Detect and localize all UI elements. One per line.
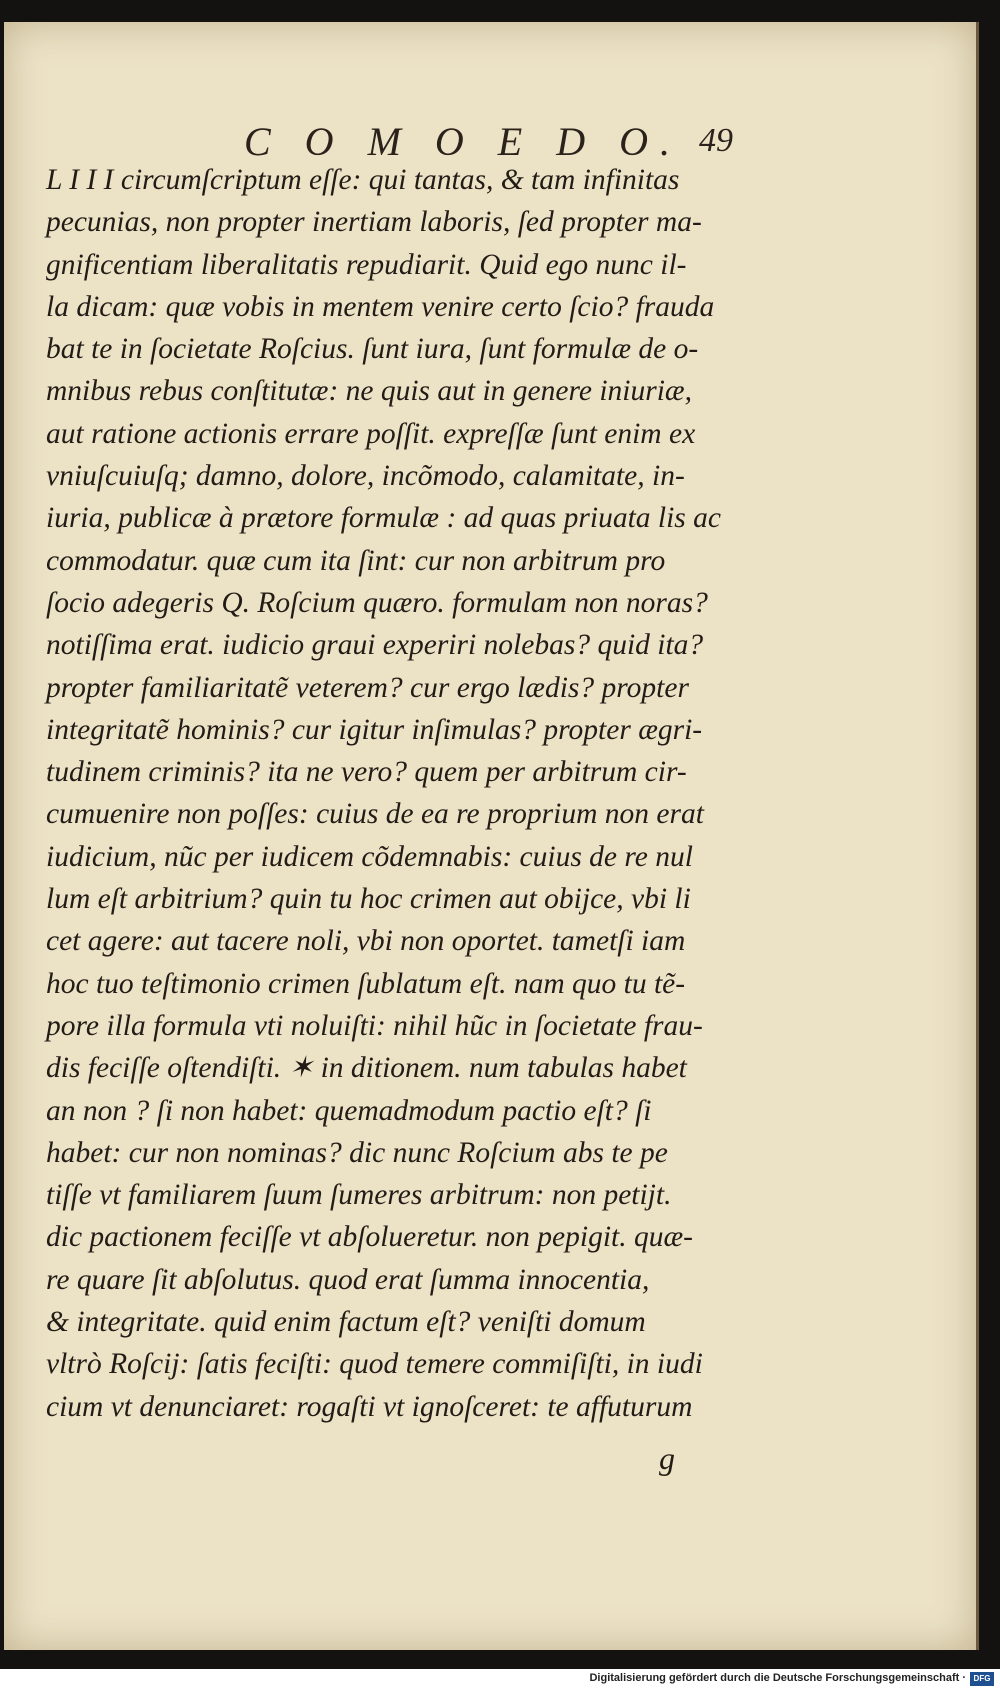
text-line: gnificentiam liberalitatis repudiarit. Quid ego nunc il- xyxy=(46,248,687,281)
text-line: re quare ſit abſolutus. quod erat ſumma innocentia, xyxy=(46,1263,650,1296)
digitization-credit: Digitalisierung gefördert durch die Deutsche Forschungsgemeinschaft · xyxy=(589,1672,966,1684)
text-line: iuria, publicæ à prætore formulæ : ad quas priuata lis ac xyxy=(46,502,721,535)
text-line: iudicium, nũc per iudicem cõdemnabis: cuius de re nul xyxy=(46,840,693,873)
text-line: cumuenire non poſſes: cuius de ea re proprium non erat xyxy=(46,798,704,831)
text-line: pore illa formula vti noluiſti: nihil hũc in ſocietate frau- xyxy=(46,1009,703,1042)
text-line: tiſſe vt familiarem ſuum ſumeres arbitrum: non petijt. xyxy=(46,1179,672,1212)
text-line: dis feciſſe oſtendiſti. ✶ in ditionem. num tabulas habet xyxy=(46,1052,687,1085)
text-line: vniuſcuiuſq; damno, dolore, incõmodo, calamitate, in- xyxy=(46,460,685,493)
text-line: lum eſt arbitrium? quin tu hoc crimen aut obijce, vbi li xyxy=(46,883,691,916)
text-line: cium vt denunciaret: rogaſti vt ignoſceret: te affuturum xyxy=(46,1390,693,1423)
text-line: an non ? ſi non habet: quemadmodum pactio eſt? ſi xyxy=(46,1094,652,1127)
text-line: ſocio adegeris Q. Roſcium quæro. formulam non noras? xyxy=(46,586,708,619)
text-line: cet agere: aut tacere noli, vbi non oportet. tametſi iam xyxy=(46,925,686,958)
text-line: pecunias, non propter inertiam laboris, ſed propter ma- xyxy=(46,206,702,239)
signature-mark: g xyxy=(659,1440,675,1476)
page-header xyxy=(4,100,976,164)
text-line: dic pactionem feciſſe vt abſolueretur. non pepigit. quæ- xyxy=(46,1221,693,1254)
text-line: vltrò Roſcij: ſatis feciſti: quod temere commiſiſti, in iudi xyxy=(46,1348,703,1381)
text-line: habet: cur non nominas? dic nunc Roſcium abs te pe xyxy=(46,1136,668,1169)
text-line: propter familiaritatẽ veterem? cur ergo lædis? propter xyxy=(46,671,689,704)
text-line: commodatur. quæ cum ita ſint: cur non arbitrum pro xyxy=(46,544,666,577)
running-title: C O M O E D O. xyxy=(244,119,682,164)
text-line: notiſſima erat. iudicio graui experiri nolebas? quid ita? xyxy=(46,629,704,662)
text-line: mnibus rebus conſtitutæ: ne quis aut in genere iniuriæ, xyxy=(46,375,692,408)
text-line: aut ratione actionis errare poſſit. expreſſæ ſunt enim ex xyxy=(46,417,696,450)
footer-bar xyxy=(0,1669,1000,1691)
text-line: bat te in ſocietate Roſcius. ſunt iura, ſunt formulæ de o- xyxy=(46,333,699,366)
text-line: & integritate. quid enim factum eſt? veniſti domum xyxy=(46,1306,646,1339)
text-line: L I I I circumſcriptum eſſe: qui tantas, & tam infinitas xyxy=(46,164,680,196)
body-text xyxy=(46,159,781,1428)
text-line: tudinem criminis? ita ne vero? quem per arbitrum cir- xyxy=(46,756,687,789)
book-page xyxy=(4,22,979,1650)
page-number: 49 xyxy=(699,122,733,159)
dfg-logo: DFG xyxy=(970,1672,994,1686)
text-line: hoc tuo teſtimonio crimen ſublatum eſt. nam quo tu tẽ- xyxy=(46,967,686,1000)
text-line: integritatẽ hominis? cur igitur inſimulas? propter ægri- xyxy=(46,713,703,746)
text-line: la dicam: quæ vobis in mentem venire certo ſcio? frauda xyxy=(46,290,715,323)
